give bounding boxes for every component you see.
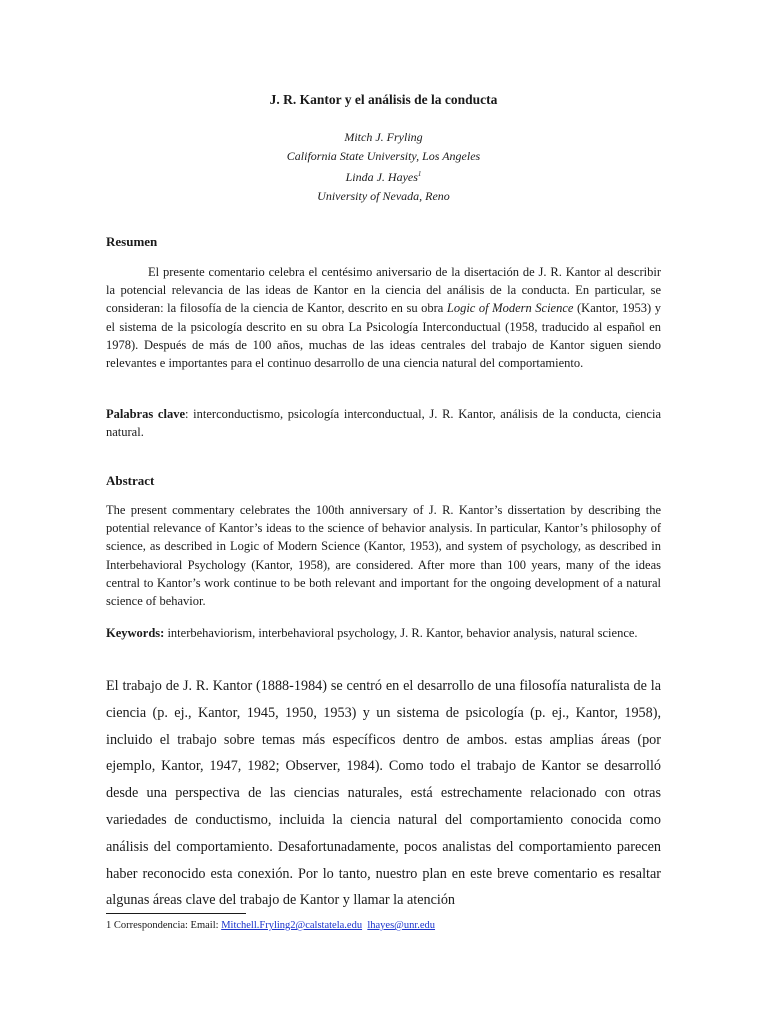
- author-name: Mitch J. Fryling: [344, 130, 423, 144]
- palabras-clave: Palabras clave: interconductismo, psicología interconductual, J. R. Kantor, análisis de la conducta, ciencia natural.: [106, 407, 661, 440]
- footnote-divider: [106, 913, 246, 914]
- abstract-paragraph: The present commentary celebrates the 100th anniversary of J. R. Kantor’s dissertation by describing the potential relevance of Kantor’s ideas to the science of behavior analysis. In particular, Kantor’s philosophy of science, as described in Logic of Modern Science (Kantor, 1953), and system of psychology, as described in Interbehavioral Psychology (Kantor, 1958), are considered. After more than 100 years, many of the ideas central to Kantor’s work continue to be both relevant and important for the ongoing development of a natural science of behavior.: [106, 503, 661, 609]
- footnote-marker: 1: [417, 170, 422, 178]
- keywords: Keywords: interbehaviorism, interbehavioral psychology, J. R. Kantor, behavior analysis, natural science.: [106, 626, 638, 640]
- email-link[interactable]: lhayes@unr.edu: [367, 920, 436, 931]
- resumen-paragraph: El presente comentario celebra el centésimo aniversario de la disertación de J. R. Kantor al describir la potencial relevancia de las ideas de Kantor en la ciencia del análisis de la conducta. En particular, se consideran: la filosofía de la ciencia de Kantor, descrito en su obra Logic of Modern Science (Kantor, 1953) y el sistema de la psicología descrito en su obra La Psicología Interconductual (1958, traducido al español en 1978). Después de más de 100 años, muchas de las ideas centrales del trabajo de Kantor siguen siendo relevantes e importantes para el continuo desarrollo de una ciencia natural del comportamiento.: [106, 265, 661, 371]
- email-link[interactable]: Mitchell.Fryling2@calstatela.edu: [221, 920, 363, 931]
- paper-title: J. R. Kantor y el análisis de la conducta: [269, 92, 498, 107]
- body-paragraph: El trabajo de J. R. Kantor (1888-1984) se centró en el desarrollo de una filosofía naturalista de la ciencia (p. ej., Kantor, 1945, 1950, 1953) y un sistema de psicología (p. ej., Kantor, 1958), incluido el trabajo sobre temas más específicos dentro de ambos. estas amplias áreas (por ejemplo, Kantor, 1947, 1982; Observer, 1984). Como todo el trabajo de Kantor se desarrolló desde una perspectiva de las ciencias naturales, está estrechamente relacionado con otras variedades de conductismo, incluida la ciencia natural del comportamiento conocida como análisis del comportamiento. Desafortunadamente, pocos analistas del comportamiento parecen haber reconocido esta conexión. Por lo tanto, nuestro plan en este breve comentario es resaltar algunas áreas clave del trabajo de Kantor y llamar la atención: [106, 678, 661, 909]
- footnote: 1 Correspondencia: Email: Mitchell.Fryling2@calstatela.edu lhayes@unr.edu: [106, 920, 436, 931]
- author-affiliation: California State University, Los Angeles: [286, 148, 481, 163]
- author-block: [106, 128, 661, 205]
- author-affiliation: University of Nevada, Reno: [317, 188, 450, 203]
- resumen-heading: Resumen: [106, 234, 158, 249]
- abstract-heading: Abstract: [106, 473, 155, 488]
- author-name: Linda J. Hayes$^1$: [345, 170, 422, 184]
